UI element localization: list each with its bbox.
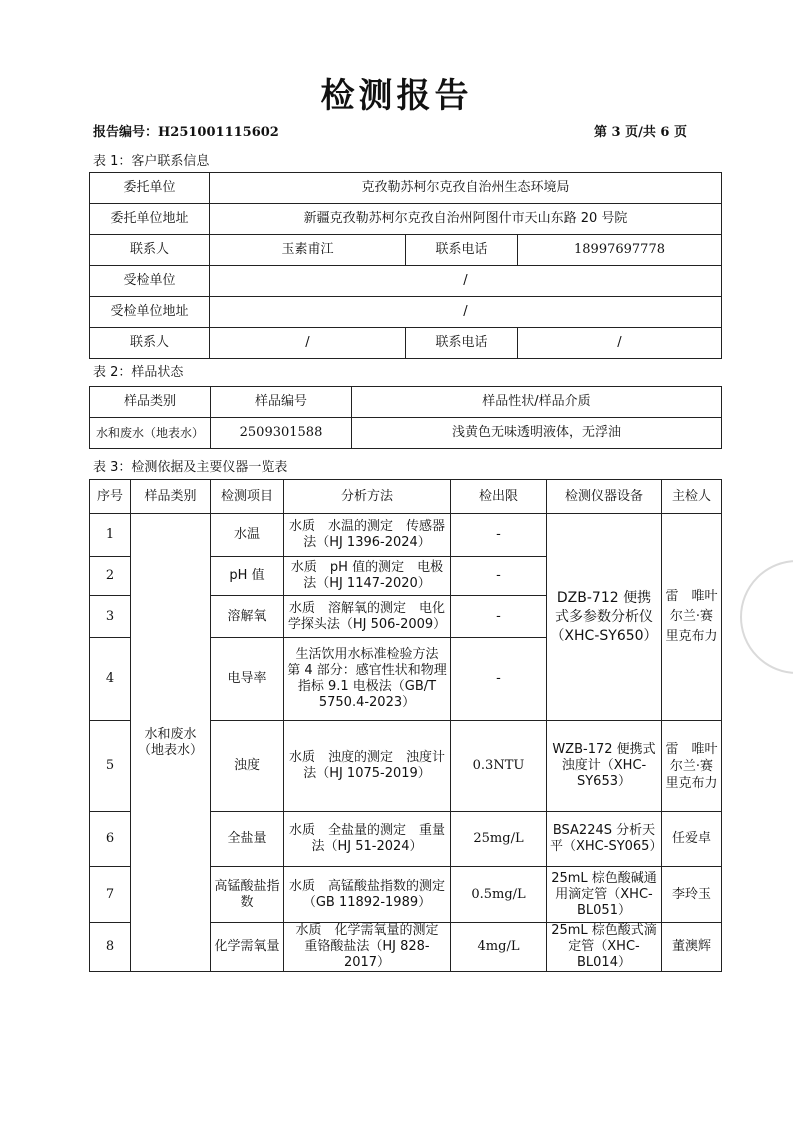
sample-no-header: 样品编号: [211, 387, 352, 418]
sample-no-value: 2509301588: [211, 418, 352, 449]
row-inspector: 任爱卓: [662, 812, 722, 867]
row-limit: 0.5mg/L: [451, 867, 547, 923]
row-item: 电导率: [211, 638, 284, 721]
client-address-label: 委托单位地址: [90, 204, 210, 235]
row-inspector: 李玲玉: [662, 867, 722, 923]
header-no: 序号: [90, 480, 131, 514]
client-value: 克孜勒苏柯尔克孜自治州生态环境局: [210, 173, 722, 204]
row-method: 水质 溶解氧的测定 电化学探头法（HJ 506-2009）: [284, 596, 451, 638]
row-method: 水质 水温的测定 传感器法（HJ 1396-2024）: [284, 514, 451, 557]
sample-type-line2: （地表水）: [137, 742, 203, 758]
phone-value: 18997697778: [518, 235, 722, 266]
seal-stamp-partial: [740, 560, 793, 674]
sample-desc-value: 浅黄色无味透明液体，无浮油: [352, 418, 722, 449]
row-no: 3: [90, 596, 131, 638]
method-instrument-table: [89, 479, 722, 972]
contact-label: 联系人: [90, 235, 210, 266]
row-item: 化学需氧量: [211, 923, 284, 972]
sample-type-value: 水和废水（地表水）: [90, 418, 211, 449]
row-item: 全盐量: [211, 812, 284, 867]
contact-value: 玉素甫江: [210, 235, 406, 266]
sample-status-table: [89, 386, 722, 449]
contact2-label: 联系人: [90, 328, 210, 359]
row-method: 水质 全盐量的测定 重量法（HJ 51-2024）: [284, 812, 451, 867]
header-sample-type: 样品类别: [131, 480, 211, 514]
row-method: 生活饮用水标准检验方法 第 4 部分：感官性状和物理指标 9.1 电极法（GB/T 5750.4-2023）: [284, 638, 451, 721]
row-device: 25mL 棕色酸碱通用滴定管（XHC-BL051）: [547, 867, 662, 923]
row-limit: -: [451, 638, 547, 721]
report-number: [93, 121, 279, 140]
row-no: 4: [90, 638, 131, 721]
row-item: 高锰酸盐指数: [211, 867, 284, 923]
header-limit: 检出限: [451, 480, 547, 514]
sample-type-line1: 水和废水: [144, 726, 197, 742]
header-inspector: 主检人: [662, 480, 722, 514]
row-limit: 0.3NTU: [451, 721, 547, 812]
row-item: pH 值: [211, 557, 284, 596]
client-address-value: 新疆克孜勒苏柯尔克孜自治州阿图什市天山东路 20 号院: [210, 204, 722, 235]
table-row: [90, 514, 722, 557]
header-device: 检测仪器设备: [547, 480, 662, 514]
row-limit: 4mg/L: [451, 923, 547, 972]
contact2-value: /: [210, 328, 406, 359]
row-no: 5: [90, 721, 131, 812]
row-inspector: 董澳辉: [662, 923, 722, 972]
report-number-label: 报告编号：: [93, 125, 159, 140]
row-no: 7: [90, 867, 131, 923]
table1-caption: 表 1：客户联系信息: [93, 154, 210, 169]
shared-inspector: 雷 唯叶尔兰·赛里克布力: [662, 514, 722, 721]
client-info-table: [89, 172, 722, 359]
inspected-address-value: /: [210, 297, 722, 328]
shared-device: DZB-712 便携式多参数分析仪（XHC-SY650）: [547, 514, 662, 721]
client-label: 委托单位: [90, 173, 210, 204]
inspected-unit-label: 受检单位: [90, 266, 210, 297]
row-no: 2: [90, 557, 131, 596]
table2-caption: 表 2：样品状态: [93, 365, 184, 380]
row-limit: -: [451, 557, 547, 596]
row-no: 1: [90, 514, 131, 557]
sample-type-cell: [131, 514, 211, 972]
row-item: 浊度: [211, 721, 284, 812]
phone2-label: 联系电话: [406, 328, 518, 359]
row-item: 水温: [211, 514, 284, 557]
row-method: 水质 浊度的测定 浊度计法（HJ 1075-2019）: [284, 721, 451, 812]
row-limit: 25mg/L: [451, 812, 547, 867]
row-no: 6: [90, 812, 131, 867]
row-device: BSA224S 分析天平（XHC-SY065）: [547, 812, 662, 867]
row-method: 水质 化学需氧量的测定 重铬酸盐法（HJ 828-2017）: [284, 923, 451, 972]
row-inspector: 雷 唯叶尔兰·赛里克布力: [662, 721, 722, 812]
page-title: 检测报告: [320, 76, 473, 116]
row-method: 水质 pH 值的测定 电极法（HJ 1147-2020）: [284, 557, 451, 596]
row-limit: -: [451, 596, 547, 638]
row-device: WZB-172 便携式浊度计（XHC-SY653）: [547, 721, 662, 812]
header-item: 检测项目: [211, 480, 284, 514]
inspected-address-label: 受检单位地址: [90, 297, 210, 328]
sample-type-header: 样品类别: [90, 387, 211, 418]
phone-label: 联系电话: [406, 235, 518, 266]
report-number-value: H251001115602: [158, 125, 279, 140]
page-info: 第 3 页/共 6 页: [594, 125, 687, 140]
inspected-unit-value: /: [210, 266, 722, 297]
row-limit: -: [451, 514, 547, 557]
table3-caption: 表 3：检测依据及主要仪器一览表: [93, 460, 288, 475]
header-method: 分析方法: [284, 480, 451, 514]
row-device: 25mL 棕色酸式滴定管（XHC-BL014）: [547, 923, 662, 972]
phone2-value: /: [518, 328, 722, 359]
row-no: 8: [90, 923, 131, 972]
row-method: 水质 高锰酸盐指数的测定（GB 11892-1989）: [284, 867, 451, 923]
sample-desc-header: 样品性状/样品介质: [352, 387, 722, 418]
row-item: 溶解氧: [211, 596, 284, 638]
